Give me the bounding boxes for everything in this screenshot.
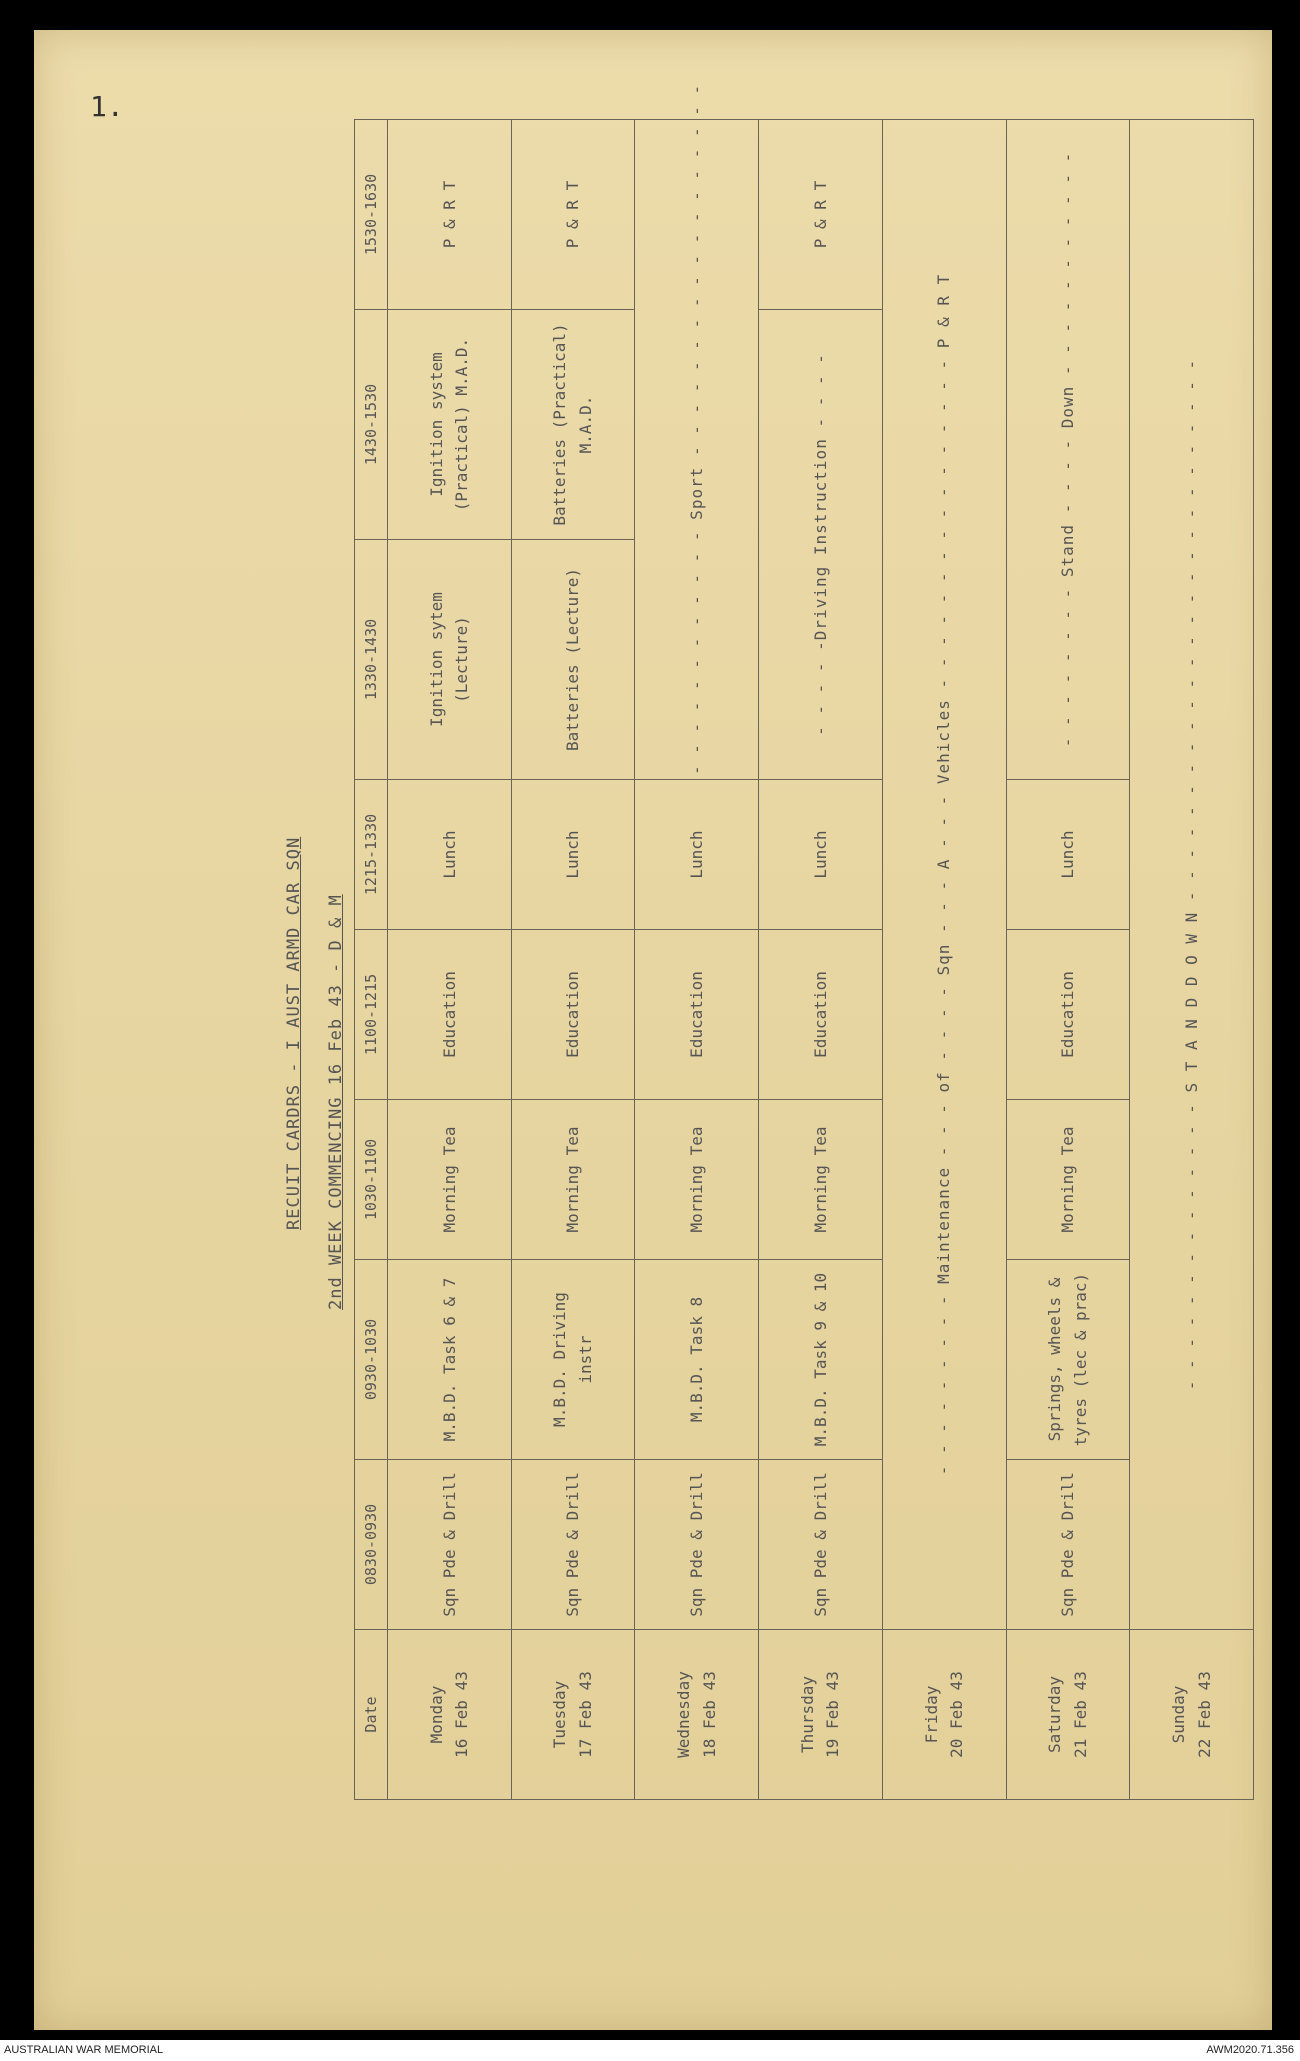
header-slot-5: 1215-1330 (355, 780, 388, 930)
date-cell: Sunday 22 Feb 43 (1130, 1630, 1254, 1800)
cell: Sqn Pde & Drill (759, 1460, 883, 1630)
cell: Lunch (1006, 780, 1130, 930)
cell: Morning Tea (388, 1100, 512, 1260)
spanning-cell: - - - - -Driving Instruction - - - - (759, 310, 883, 780)
footer-credit: AUSTRALIAN WAR MEMORIAL (4, 2044, 164, 2056)
header-slot-3: 1030-1100 (355, 1100, 388, 1260)
cell: Education (511, 930, 635, 1100)
cell: P & R T (388, 120, 512, 310)
timetable (354, 83, 1254, 1800)
cell: Education (1006, 930, 1130, 1100)
cell: M.B.D. Task 9 & 10 (759, 1260, 883, 1460)
cell: Morning Tea (1006, 1100, 1130, 1260)
document-subtitle: 2nd WEEK COMMENCING 16 Feb 43 - D & M (326, 894, 346, 1310)
table-row (759, 120, 883, 1800)
cell: P & R T (759, 120, 883, 310)
table-row (388, 120, 512, 1800)
cell: Batteries (Practical) M.A.D. (511, 310, 635, 540)
corner-mark: 1. (90, 90, 124, 123)
cell: Education (635, 930, 759, 1100)
table-row (882, 120, 1006, 1800)
document-title: RECUIT CARDRS - I AUST ARMD CAR SQN (284, 836, 304, 1230)
cell: M.B.D. Driving instr (511, 1260, 635, 1460)
cell: Morning Tea (511, 1100, 635, 1260)
header-slot-2: 0930-1030 (355, 1260, 388, 1460)
date-cell: Monday 16 Feb 43 (388, 1630, 512, 1800)
cell: M.B.D. Task 6 & 7 (388, 1260, 512, 1460)
cell: Sqn Pde & Drill (388, 1460, 512, 1630)
cell: M.B.D. Task 8 (635, 1260, 759, 1460)
cell: Lunch (635, 780, 759, 930)
cell: Sqn Pde & Drill (635, 1460, 759, 1630)
cell: Lunch (388, 780, 512, 930)
header-slot-1: 0830-0930 (355, 1460, 388, 1630)
cell: Springs, wheels & tyres (lec & prac) (1006, 1260, 1130, 1460)
cell: Morning Tea (759, 1100, 883, 1260)
footer-reference: AWM2020.71.356 (1206, 2044, 1294, 2056)
header-row (355, 120, 388, 1800)
spanning-cell: - - - - - - - - Stand - - - - Down - - - - - - - - - - - (1006, 120, 1130, 780)
spanning-cell: - - - - - - - - - - - - Sport - - - - - - - - - - - - - - - - - - (635, 120, 759, 780)
cell: Ignition sytem (Lecture) (388, 540, 512, 780)
table-row (511, 120, 635, 1800)
header-slot-4: 1100-1215 (355, 930, 388, 1100)
timetable-sheet (234, 83, 1274, 1810)
table-row (1006, 120, 1130, 1800)
date-cell: Wednesday 18 Feb 43 (635, 1630, 759, 1800)
header-slot-6: 1330-1430 (355, 540, 388, 780)
cell: Education (388, 930, 512, 1100)
footer-bar (0, 2040, 1300, 2061)
cell: Sqn Pde & Drill (1006, 1460, 1130, 1630)
date-cell: Thursday 19 Feb 43 (759, 1630, 883, 1800)
date-cell: Friday 20 Feb 43 (882, 1630, 1006, 1800)
cell: Ignition system (Practical) M.A.D. (388, 310, 512, 540)
cell: P & R T (511, 120, 635, 310)
cell: Lunch (511, 780, 635, 930)
cell: Lunch (759, 780, 883, 930)
header-slot-7: 1430-1530 (355, 310, 388, 540)
cell: Education (759, 930, 883, 1100)
spanning-cell: - - - - - - - - - Maintenance - - - of - - - - Sqn - - - A - - - Vehicles - - - - - - - - - - - - - - - - P & R T (882, 120, 1006, 1630)
cell: Batteries (Lecture) (511, 540, 635, 780)
table-row (1130, 120, 1254, 1800)
document-page (34, 30, 1272, 2030)
cell: Sqn Pde & Drill (511, 1460, 635, 1630)
date-cell: Saturday 21 Feb 43 (1006, 1630, 1130, 1800)
header-slot-8: 1530-1630 (355, 120, 388, 310)
date-cell: Tuesday 17 Feb 43 (511, 1630, 635, 1800)
table-row (635, 120, 759, 1800)
cell: Morning Tea (635, 1100, 759, 1260)
header-date: Date (355, 1630, 388, 1800)
spanning-cell: - - - - - - - - - - - - - - S T A N D D O W N - - - - - - - - - - - - - - - - - - - - - - - - - - (1130, 120, 1254, 1630)
